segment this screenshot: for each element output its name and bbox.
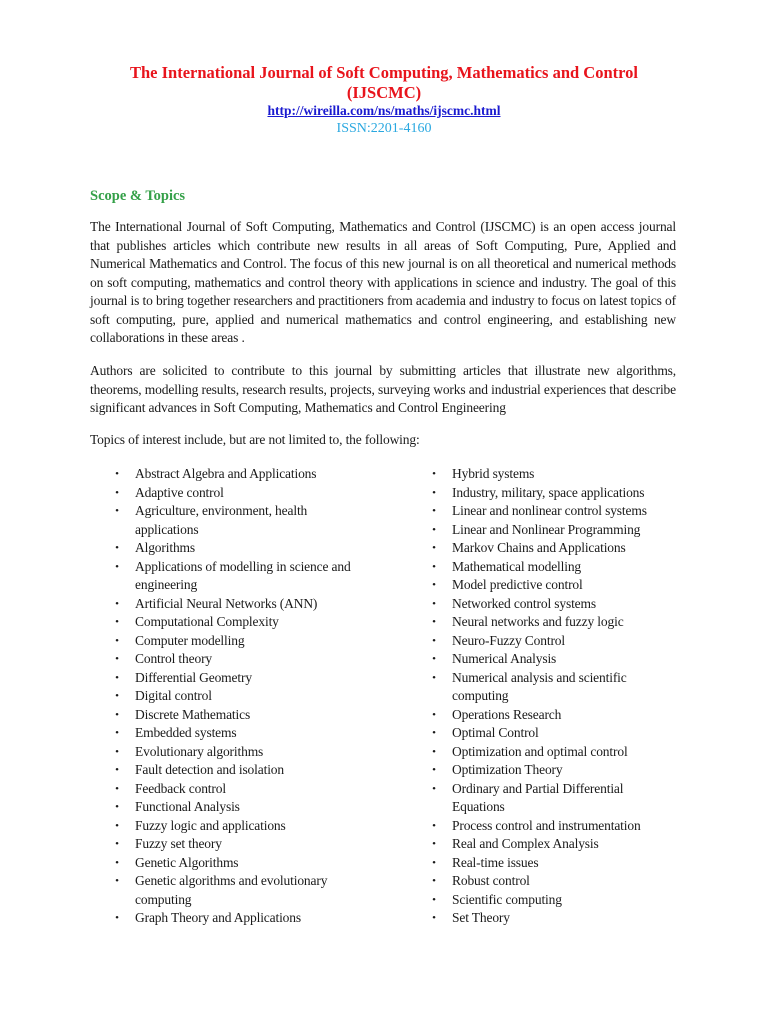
topic-label: Graph Theory and Applications [135, 910, 301, 925]
bullet-icon: • [115, 912, 119, 924]
topic-item [110, 798, 360, 817]
topics-list-left [110, 465, 360, 928]
topic-item [427, 761, 677, 780]
bullet-icon: • [115, 653, 119, 665]
bullet-icon: • [432, 653, 436, 665]
topics-list-right [427, 465, 677, 928]
topic-label: Real and Complex Analysis [452, 836, 599, 851]
topic-item [427, 909, 677, 928]
topic-item [427, 872, 677, 891]
bullet-icon: • [432, 542, 436, 554]
topic-label: Genetic Algorithms [135, 854, 239, 870]
topic-label: Optimal Control [452, 725, 539, 740]
topic-label: Genetic algorithms and evolutionary computing [135, 873, 328, 907]
journal-title: The International Journal of Soft Computing, Mathematics and Control [129, 63, 638, 82]
bullet-icon: • [115, 690, 119, 702]
topic-item [110, 539, 360, 558]
topic-item [427, 706, 677, 725]
topic-item [110, 872, 360, 909]
bullet-icon: • [115, 745, 119, 758]
bullet-icon: • [432, 912, 436, 924]
topic-label: Computer modelling [135, 632, 245, 648]
bullet-icon: • [432, 579, 436, 591]
topic-item [427, 595, 677, 614]
bullet-icon: • [115, 486, 119, 499]
topic-item [427, 780, 677, 817]
topic-item [427, 558, 677, 577]
topic-item [427, 650, 677, 669]
topic-item [110, 854, 360, 873]
topic-label: Artificial Neural Networks (ANN) [135, 595, 318, 611]
topic-item [427, 669, 677, 706]
topic-label: Agriculture, environment, health applications [135, 503, 308, 537]
topic-label: Ordinary and Partial Differential Equations [452, 780, 624, 814]
topic-label: Feedback control [135, 780, 226, 796]
topic-label: Linear and Nonlinear Programming [452, 521, 641, 537]
topic-label: Real-time issues [452, 854, 539, 870]
topic-item [110, 743, 360, 762]
bullet-icon: • [432, 634, 436, 647]
topic-label: Digital control [135, 688, 212, 703]
bullet-icon: • [115, 560, 119, 573]
topic-item [110, 706, 360, 725]
bullet-icon: • [432, 523, 436, 536]
topic-item [110, 687, 360, 706]
bullet-icon: • [432, 616, 436, 628]
scope-heading: Scope & Topics [90, 188, 186, 204]
topic-item [110, 724, 360, 743]
topic-label: Fuzzy logic and applications [135, 817, 286, 833]
topic-label: Abstract Algebra and Applications [135, 466, 317, 481]
topic-item [110, 761, 360, 780]
topic-item [427, 484, 677, 503]
bullet-icon: • [115, 671, 119, 684]
topic-label: Discrete Mathematics [135, 706, 251, 722]
topic-label: Applications of modelling in science and engineering [135, 558, 351, 592]
topic-label: Numerical Analysis [452, 651, 557, 666]
topic-label: Adaptive control [135, 484, 224, 500]
bullet-icon: • [432, 597, 436, 610]
bullet-icon: • [115, 597, 119, 610]
topic-label: Optimization Theory [452, 762, 563, 777]
bullet-icon: • [115, 782, 119, 795]
topic-item [427, 613, 677, 632]
bullet-icon: • [432, 856, 436, 869]
topic-item [427, 817, 677, 836]
issn: ISSN:2201-4160 [336, 121, 432, 136]
topic-label: Industry, military, space applications [452, 484, 645, 500]
topic-item [427, 835, 677, 854]
topic-label: Hybrid systems [452, 466, 535, 481]
topic-label: Set Theory [452, 910, 510, 925]
bullet-icon: • [115, 838, 119, 850]
bullet-icon: • [432, 745, 436, 758]
topic-label: Process control and instrumentation [452, 817, 641, 833]
bullet-icon: • [115, 727, 119, 739]
bullet-icon: • [432, 505, 436, 517]
topic-item [427, 502, 677, 521]
topic-item [110, 502, 360, 539]
topic-item [427, 854, 677, 873]
bullet-icon: • [115, 468, 119, 480]
topic-label: Fault detection and isolation [135, 762, 284, 777]
topic-item [110, 632, 360, 651]
topic-item [427, 891, 677, 910]
scope-paragraph-2: Authors are solicited to contribute to this journal by submitting articles that illustrate new algorithms, theorems, modelling results, research results, projects, surveying works and industrial experiences that describe significant advances in Soft Computing, Mathematics and Control Engineering [90, 363, 676, 415]
bullet-icon: • [115, 819, 119, 832]
topic-item [110, 669, 360, 688]
bullet-icon: • [432, 893, 436, 906]
topic-label: Evolutionary algorithms [135, 743, 264, 759]
bullet-icon: • [115, 616, 119, 628]
journal-url-link[interactable]: http://wireilla.com/ns/maths/ijscmc.html [267, 103, 501, 118]
bullet-icon: • [432, 708, 436, 721]
bullet-icon: • [432, 782, 436, 795]
bullet-icon: • [115, 801, 119, 813]
topic-label: Differential Geometry [135, 669, 252, 685]
bullet-icon: • [115, 505, 119, 517]
topic-label: Networked control systems [452, 595, 596, 611]
topic-item [427, 632, 677, 651]
topic-label: Control theory [135, 651, 213, 666]
journal-url-line [90, 102, 678, 120]
journal-acronym: (IJSCMC) [346, 83, 422, 102]
topic-label: Markov Chains and Applications [452, 540, 626, 555]
bullet-icon: • [432, 819, 436, 832]
topics-intro: Topics of interest include, but are not limited to, the following: [90, 432, 420, 447]
bullet-icon: • [432, 560, 436, 573]
bullet-icon: • [432, 875, 436, 887]
topic-item [110, 650, 360, 669]
bullet-icon: • [115, 708, 119, 721]
topic-item [110, 909, 360, 928]
bullet-icon: • [115, 542, 119, 554]
bullet-icon: • [432, 727, 436, 739]
topic-label: Robust control [452, 873, 530, 888]
topic-label: Optimization and optimal control [452, 743, 628, 759]
bullet-icon: • [432, 838, 436, 850]
topic-label: Computational Complexity [135, 614, 279, 629]
topic-label: Model predictive control [452, 577, 583, 592]
topic-item [110, 595, 360, 614]
topic-item [110, 465, 360, 484]
bullet-icon: • [432, 486, 436, 499]
topic-label: Fuzzy set theory [135, 836, 222, 851]
topic-item [427, 521, 677, 540]
topic-item [110, 484, 360, 503]
topic-label: Linear and nonlinear control systems [452, 503, 647, 518]
topic-label: Mathematical modelling [452, 558, 582, 574]
bullet-icon: • [432, 764, 436, 776]
topic-item [427, 724, 677, 743]
topic-label: Neural networks and fuzzy logic [452, 614, 624, 629]
bullet-icon: • [115, 875, 119, 887]
scope-paragraph-1: The International Journal of Soft Computing, Mathematics and Control (IJSCMC) is an open access journal that publishes articles which contribute new results in all areas of Soft Computing, Pure, Applied and Numerical Mathematics and Control. The focus of this new journal is on all theoretical and numerical methods on soft computing, mathematics and control theory with applications in science and industry. The goal of this journal is to bring together researchers and practitioners from academia and industry to focus on latest topics of soft computing, pure, applied and numerical mathematics and control engineering, and establishing new collaborations in these areas . [90, 219, 676, 345]
topic-label: Algorithms [135, 540, 196, 555]
topic-item [110, 613, 360, 632]
topic-item [427, 465, 677, 484]
bullet-icon: • [115, 634, 119, 647]
topic-label: Embedded systems [135, 725, 237, 740]
topic-label: Scientific computing [452, 891, 562, 907]
topic-item [427, 576, 677, 595]
topic-item [427, 539, 677, 558]
topic-label: Functional Analysis [135, 799, 240, 814]
bullet-icon: • [115, 764, 119, 776]
bullet-icon: • [432, 671, 436, 684]
bullet-icon: • [115, 856, 119, 869]
topic-item [110, 835, 360, 854]
topic-item [427, 743, 677, 762]
topic-label: Operations Research [452, 706, 562, 722]
topic-item [110, 780, 360, 799]
topic-item [110, 558, 360, 595]
topic-item [110, 817, 360, 836]
topic-label: Numerical analysis and scientific computing [452, 669, 627, 703]
bullet-icon: • [432, 468, 436, 480]
topic-label: Neuro-Fuzzy Control [452, 632, 566, 648]
